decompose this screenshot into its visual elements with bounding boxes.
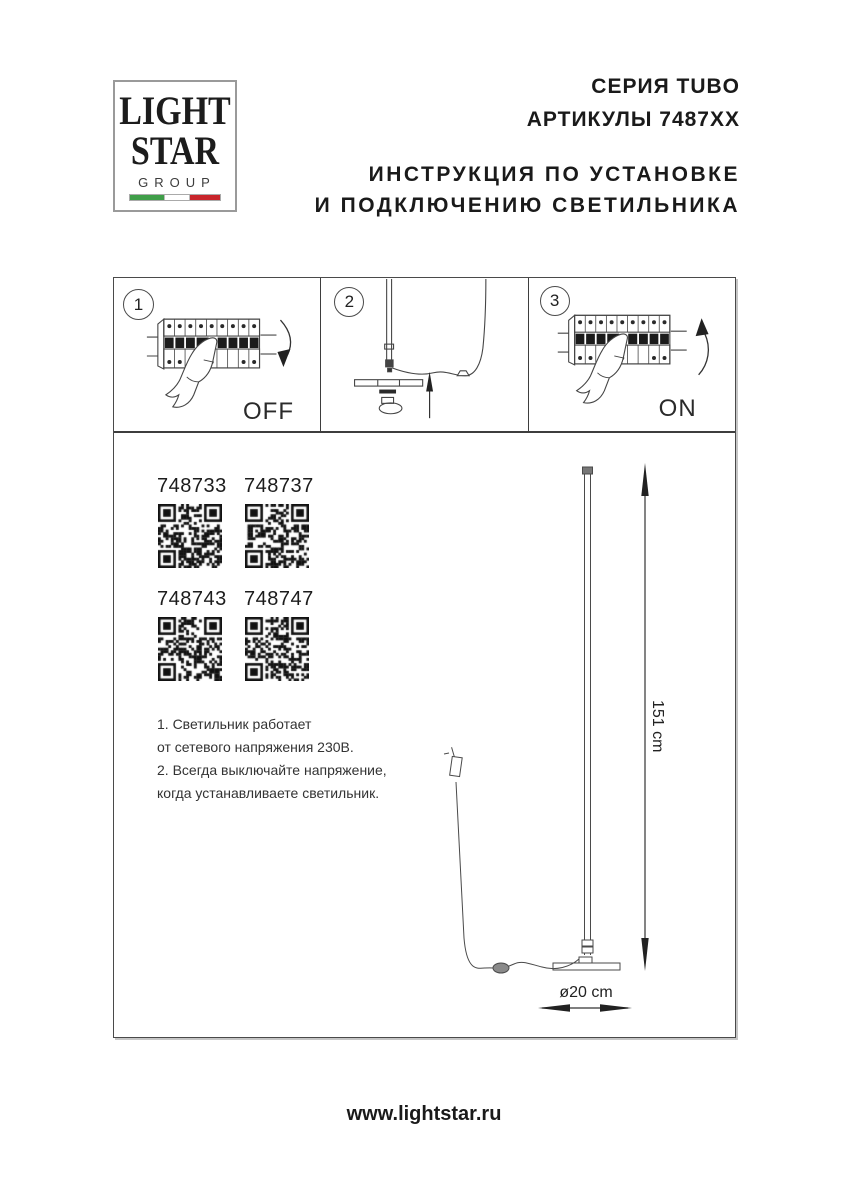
qr-item-748747 bbox=[244, 588, 314, 681]
instruction-title-line1: ИНСТРУКЦИЯ ПО УСТАНОВКЕ bbox=[368, 163, 740, 186]
qr-code bbox=[245, 617, 309, 681]
note-line: когда устанавливаете светильник. bbox=[157, 785, 380, 801]
article-number: 748747 bbox=[244, 588, 314, 610]
header bbox=[315, 70, 740, 221]
qr-code bbox=[245, 504, 309, 568]
series-title: СЕРИЯ TUBO bbox=[591, 75, 740, 98]
logo-word-light: LIGHT bbox=[119, 89, 231, 134]
flag-white-segment bbox=[164, 195, 190, 200]
flag-red-segment bbox=[190, 195, 220, 200]
qr-code bbox=[158, 504, 222, 568]
qr-item-748743 bbox=[157, 588, 227, 681]
article-number: 748733 bbox=[157, 475, 227, 497]
lightstar-logo bbox=[113, 80, 237, 212]
qr-item-748737 bbox=[244, 475, 314, 568]
step-number-badge: 2 bbox=[334, 287, 364, 317]
step-panel-3 bbox=[528, 278, 735, 431]
note-line: 1. Светильник работает bbox=[157, 716, 312, 732]
step-panel-2 bbox=[320, 278, 527, 431]
safety-notes bbox=[157, 713, 387, 805]
logo-word-group: GROUP bbox=[138, 175, 216, 190]
step-panel-1 bbox=[114, 278, 320, 431]
italian-flag-stripe bbox=[129, 194, 221, 201]
step-number-badge: 1 bbox=[123, 289, 154, 320]
step-number-badge: 3 bbox=[540, 286, 570, 316]
arrow-down-icon bbox=[277, 320, 290, 367]
note-line: от сетевого напряжения 230В. bbox=[157, 739, 354, 755]
flag-green-segment bbox=[130, 195, 164, 200]
instruction-title-line2: И ПОДКЛЮЧЕНИЮ СВЕТИЛЬНИКА bbox=[314, 194, 740, 217]
website-url: www.lightstar.ru bbox=[346, 1103, 502, 1125]
diameter-dimension-arrow bbox=[538, 1004, 632, 1011]
article-number: 748737 bbox=[244, 475, 314, 497]
note-line: 2. Всегда выключайте напряжение, bbox=[157, 762, 387, 778]
article-number: 748743 bbox=[157, 588, 227, 610]
floor-lamp-illustration bbox=[430, 450, 660, 1025]
diameter-dimension-label: ø20 cm bbox=[559, 984, 613, 1001]
instruction-title bbox=[315, 159, 740, 221]
logo-word-star: STAR bbox=[130, 129, 220, 174]
qr-code bbox=[158, 617, 222, 681]
arrow-up-curved-icon bbox=[695, 318, 708, 375]
step-off-label: OFF bbox=[243, 398, 294, 425]
steps-strip bbox=[114, 278, 735, 433]
qr-item-748733 bbox=[157, 475, 227, 568]
step-on-label: ON bbox=[658, 395, 697, 422]
articles-title: АРТИКУЛЫ 7487XX bbox=[526, 108, 740, 131]
plug-icon bbox=[448, 747, 464, 776]
arrow-up-icon bbox=[426, 372, 433, 418]
height-dimension-label: 151 cm bbox=[649, 700, 666, 753]
